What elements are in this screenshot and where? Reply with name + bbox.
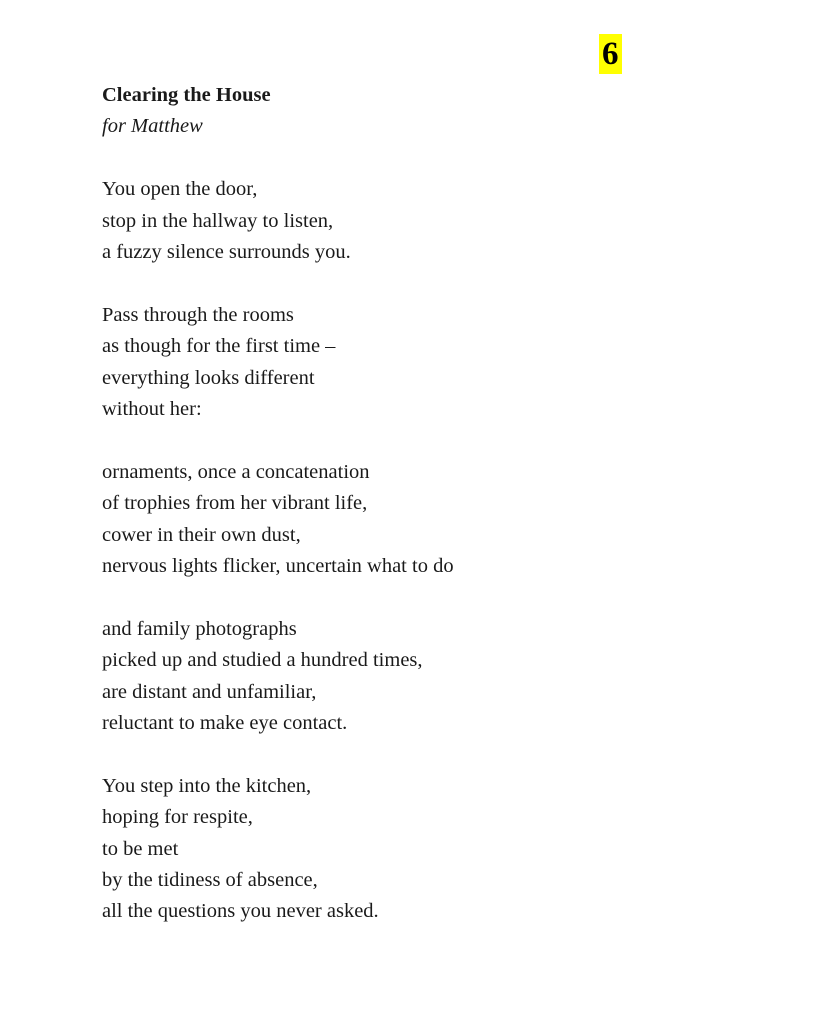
poem-dedication: for Matthew — [102, 115, 203, 138]
poem-line: stop in the hallway to listen, — [102, 209, 334, 232]
poem-line: cower in their own dust, — [102, 523, 301, 546]
poem-line: by the tidiness of absence, — [102, 869, 318, 892]
stanza-5 — [102, 771, 722, 928]
poem-line: You open the door, — [102, 178, 258, 201]
poem-line: without her: — [102, 398, 202, 421]
poem-line: picked up and studied a hundred times, — [102, 649, 423, 672]
poem-line: of trophies from her vibrant life, — [102, 492, 368, 515]
poem-line: hoping for respite, — [102, 806, 253, 829]
poem-line: Pass through the rooms — [102, 303, 294, 326]
page-number: 6 — [599, 34, 622, 74]
poem-line: to be met — [102, 837, 179, 860]
stanza-3 — [102, 457, 722, 583]
poem-line: reluctant to make eye contact. — [102, 712, 348, 735]
poem-line: You step into the kitchen, — [102, 774, 312, 797]
stanza-2 — [102, 300, 722, 426]
stanza-4 — [102, 614, 722, 740]
poem-line: nervous lights flicker, uncertain what to do — [102, 555, 454, 578]
poem-line: ornaments, once a concatenation — [102, 460, 370, 483]
poem-line: and family photographs — [102, 617, 297, 640]
poem-line: all the questions you never asked. — [102, 900, 379, 923]
poem-title: Clearing the House — [102, 84, 271, 106]
poem-line: a fuzzy silence surrounds you. — [102, 241, 351, 264]
poem-line: as though for the first time – — [102, 335, 336, 358]
poem-line: are distant and unfamiliar, — [102, 680, 317, 703]
poem — [102, 80, 722, 928]
poem-line: everything looks different — [102, 366, 315, 389]
stanza-1 — [102, 174, 722, 268]
